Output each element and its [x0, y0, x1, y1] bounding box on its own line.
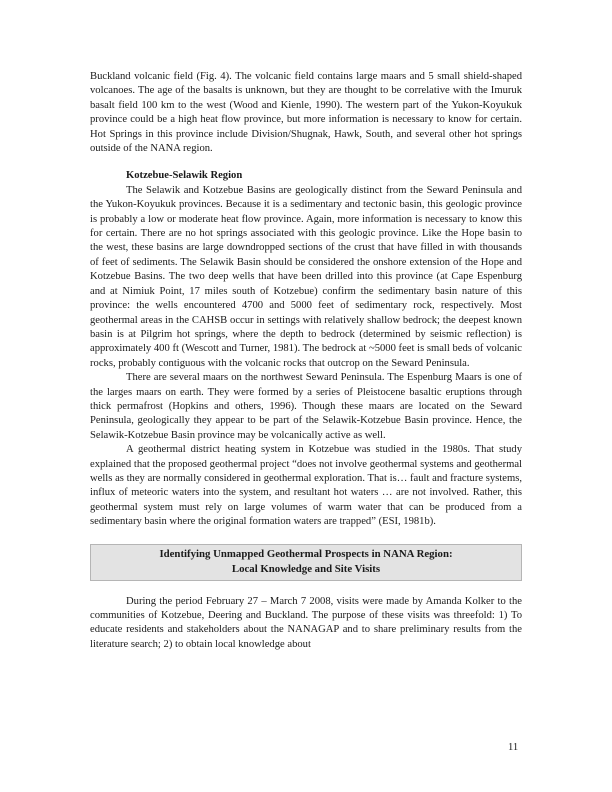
paragraph-buckland-volcanic-field: Buckland volcanic field (Fig. 4). The volcanic field contains large maars and 5 small shield-shaped volcanoes. The age of the basalts is unknown, but they are thought to be correlative with the Imuruk basalt field 100 km to the west (Wood and Kienle, 1990). The western part of the Yukon-Koyukuk province could be a high heat flow province, but more information is necessary to know for certain. Hot Springs in this province include Division/Shugnak, Hawk, South, and several other hot springs outside of the NANA region.: [90, 71, 522, 155]
page-body: [90, 70, 522, 652]
section-banner: [90, 544, 522, 581]
paragraph-district-heating: A geothermal district heating system in Kotzebue was studied in the 1980s. That study explained that the proposed geothermal project “does not involve geothermal systems and geothermal wells as they are normally considered in geothermal exploration. That is… fault and fracture systems, influx of meteoric waters into the system, and resultant hot waters … are not involved. Rather, this geothermal system must rely on large volumes of warm water that can be produced from a sedimentary basin where the original formation waters are trapped” (ESI, 1981b).: [90, 444, 522, 528]
section-banner-line-2: Local Knowledge and Site Visits: [231, 562, 381, 575]
paragraph-selawik-kotzebue-basins: The Selawik and Kotzebue Basins are geologically distinct from the Seward Peninsula and the Yukon-Koyukuk provinces. Because it is a sedimentary and tectonic basin, this geologic province is probably a low or moderate heat flow province. Again, more information is necessary to know this for certain. There are no hot springs associated with this geologic province. Like the Hope basin to the west, these basins are large downdropped sections of the crust that have filled in with thousands of feet of sediments. The Selawik Basin should be considered the onshore extension of the Hope and Kotzebue Basins. The two deep wells that have been drilled into this province (at Cape Espenburg and at Nimiuk Point, 17 miles south of Kotzebue) confirm the sedimentary basin nature of this province: the wells encountered 4700 and 5000 feet of sedimentary rock, respectively. Most geothermal areas in the CAHSB occur in settings with relatively shallow bedrock; the deepest known basin is at Pilgrim hot springs, where the depth to bedrock (determined by seismic reflection) is approximately 400 ft (Wescott and Turner, 1981). The bedrock at ~5000 feet is small beds of volcanic rocks, probably contiguous with the volcanic rocks that outcrop on the Seward Peninsula.: [90, 184, 522, 369]
paragraph-maars: There are several maars on the northwest Seward Peninsula. The Espenburg Maars is one of the larges maars on earth. They were formed by a series of Pleistocene basaltic eruptions through thick permafrost (Hopkins and others, 1996). Though these maars are located on the Seward Peninsula, geologically they appear to be part of the Selawik-Kotzebue Basin province. Hence, the Selawik-Kotzebue Basin province may be volcanically active as well.: [90, 372, 522, 441]
section-heading-kotzebue-selawik: Kotzebue-Selawik Region: [126, 170, 243, 182]
page-number: 11: [508, 742, 519, 753]
paragraph-site-visits: During the period February 27 – March 7 2008, visits were made by Amanda Kolker to the communities of Kotzebue, Deering and Buckland. The purpose of these visits was threefold: 1) To educate residents and stakeholders about the NANAGAP and to share preliminary results from the literature search; 2) to obtain local knowledge about: [90, 595, 522, 650]
section-banner-line-1: Identifying Unmapped Geothermal Prospects in NANA Region:: [159, 547, 453, 560]
